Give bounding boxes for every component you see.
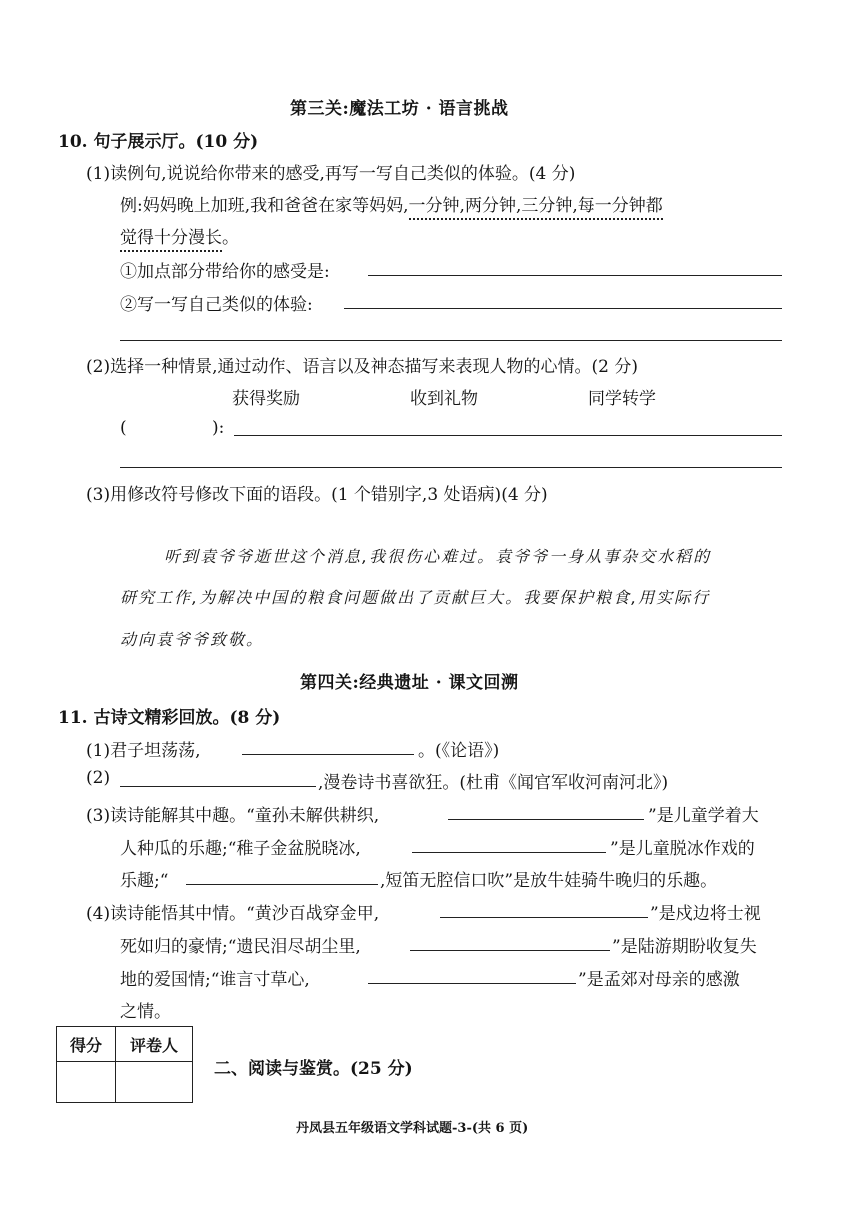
answer-line[interactable] bbox=[410, 950, 610, 951]
poem-item-text: ”是陆游期盼收复失 bbox=[612, 937, 757, 957]
poem-item-text: 乐趣;“ bbox=[120, 871, 169, 891]
poem-item-text: ”是孟郊对母亲的感激 bbox=[578, 970, 740, 990]
poem-item-text: 地的爱国情;“谁言寸草心, bbox=[120, 970, 310, 990]
dotted-text: 一分钟,两分钟,三分钟,每一分钟都 bbox=[409, 196, 663, 220]
paragraph-line: 听到袁爷爷逝世这个消息,我很伤心难过。袁爷爷一身从事杂交水稻的 bbox=[164, 547, 712, 566]
subquestion-label: (2)选择一种情景,通过动作、语言以及神态描写来表现人物的心情。(2 分) bbox=[86, 357, 638, 377]
prompt-label: ①加点部分带给你的感受是: bbox=[120, 262, 330, 282]
poem-item-text: (1)君子坦荡荡, bbox=[86, 741, 201, 761]
subquestion-label: (1)读例句,说说给你带来的感受,再写一写自己类似的体验。(4 分) bbox=[86, 164, 576, 184]
grader-header: 评卷人 bbox=[116, 1027, 193, 1062]
answer-line[interactable] bbox=[448, 819, 644, 820]
answer-line[interactable] bbox=[234, 435, 782, 436]
answer-line[interactable] bbox=[242, 754, 414, 755]
poem-item-text: ”是儿童脱冰作戏的 bbox=[610, 839, 755, 859]
prompt-label: ②写一写自己类似的体验: bbox=[120, 295, 313, 315]
poem-item-text: ,漫卷诗书喜欲狂。(杜甫《闻官军收河南河北》) bbox=[318, 773, 669, 793]
question-title: 10. 句子展示厅。(10 分) bbox=[58, 132, 259, 152]
answer-line[interactable] bbox=[412, 852, 606, 853]
poem-item-text: 之情。 bbox=[120, 1002, 171, 1022]
option-text: 获得奖励 bbox=[232, 389, 300, 409]
dotted-text: 觉得十分漫长 bbox=[120, 228, 222, 252]
example-end: 。 bbox=[222, 228, 239, 248]
poem-item-text: ,短笛无腔信口吹”是放牛娃骑牛晚归的乐趣。 bbox=[380, 871, 718, 891]
score-cell[interactable] bbox=[57, 1062, 116, 1103]
poem-item-text: 死如归的豪情;“遗民泪尽胡尘里, bbox=[120, 937, 361, 957]
poem-item-text: (3)读诗能解其中趣。“童孙未解供耕织, bbox=[86, 806, 380, 826]
answer-line[interactable] bbox=[120, 786, 316, 787]
answer-line[interactable] bbox=[120, 467, 782, 468]
example-sentence bbox=[120, 191, 663, 216]
poem-item-text: ”是儿童学着大 bbox=[648, 806, 759, 826]
section-title: 第三关:魔法工坊 · 语言挑战 bbox=[290, 99, 509, 119]
answer-line[interactable] bbox=[368, 983, 576, 984]
part-title: 二、阅读与鉴赏。(25 分) bbox=[214, 1059, 413, 1079]
poem-item-text: (2) bbox=[86, 768, 111, 788]
paragraph-line: 研究工作,为解决中国的粮食问题做出了贡献巨大。我要保护粮食,用实际行 bbox=[120, 588, 711, 607]
poem-item-text: (4)读诗能悟其中情。“黄沙百战穿金甲, bbox=[86, 904, 380, 924]
poem-item-text: 人种瓜的乐趣;“稚子金盆脱晓冰, bbox=[120, 839, 361, 859]
blank-close-paren: ): bbox=[212, 418, 225, 438]
answer-line[interactable] bbox=[440, 917, 648, 918]
paragraph-line: 动向袁爷爷致敬。 bbox=[120, 630, 265, 649]
page-footer: 丹凤县五年级语文学科试题-3-(共 6 页) bbox=[296, 1121, 529, 1136]
poem-item-text: ”是戍边将士视 bbox=[650, 904, 761, 924]
example-sentence-cont bbox=[120, 223, 239, 248]
option-text: 同学转学 bbox=[588, 389, 656, 409]
answer-line[interactable] bbox=[120, 340, 782, 341]
score-header: 得分 bbox=[57, 1027, 116, 1062]
answer-line[interactable] bbox=[344, 308, 782, 309]
answer-line[interactable] bbox=[368, 275, 782, 276]
blank-open-paren: ( bbox=[120, 418, 127, 438]
question-title: 11. 古诗文精彩回放。(8 分) bbox=[58, 708, 281, 728]
option-text: 收到礼物 bbox=[410, 389, 478, 409]
answer-line[interactable] bbox=[186, 884, 378, 885]
score-table bbox=[56, 1026, 193, 1103]
poem-item-text: 。(《论语》) bbox=[418, 741, 500, 761]
subquestion-label: (3)用修改符号修改下面的语段。(1 个错别字,3 处语病)(4 分) bbox=[86, 485, 548, 505]
example-prefix: 例:妈妈晚上加班,我和爸爸在家等妈妈, bbox=[120, 196, 409, 216]
section-title: 第四关:经典遗址 · 课文回溯 bbox=[300, 673, 519, 693]
grader-cell[interactable] bbox=[116, 1062, 193, 1103]
